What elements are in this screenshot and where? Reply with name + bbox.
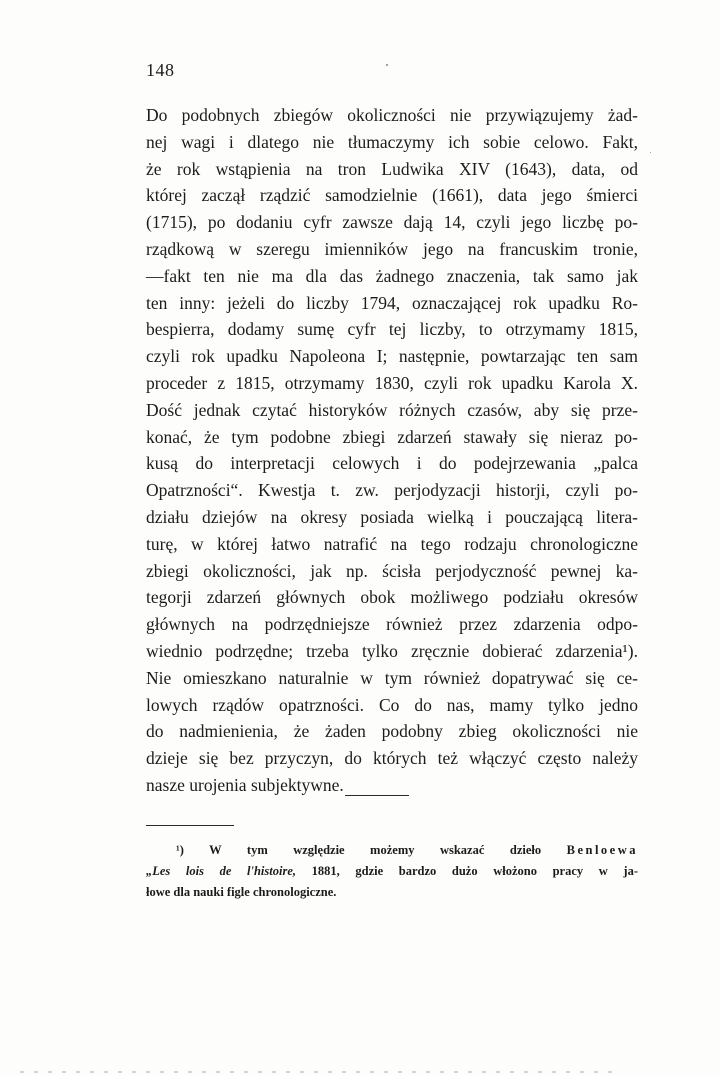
section-divider xyxy=(345,795,409,796)
footnote-text: 1881, gdzie bardzo dużo włożono pracy w ja- xyxy=(311,864,638,878)
text-line: do nadmienienia, że żaden podobny zbieg okoliczności nie xyxy=(146,721,638,742)
text-line: czyli rok upadku Napoleona I; następnie, powtarzając ten sam xyxy=(146,346,638,367)
text-line: której zaczął rządzić samodzielnie (1661), data jego śmierci xyxy=(146,185,638,206)
text-line: bespierra, dodamy sumę cyfr tej liczby, to otrzymamy 1815, xyxy=(146,319,638,340)
text-line: nasze urojenia subjektywne. xyxy=(146,774,344,795)
text-line: Do podobnych zbiegów okoliczności nie przywiązujemy żad- xyxy=(146,105,638,125)
text-line: zbiegi okoliczności, jak np. ścisła perjodyczność pewnej ka- xyxy=(146,560,638,581)
text-line: że rok wstąpienia na tron Ludwika XIV (1643), data, od xyxy=(146,158,638,179)
text-line: rządkową w szeregu imienników jego na francuskim tronie, xyxy=(146,238,638,259)
footnote-divider xyxy=(146,825,234,826)
body-text xyxy=(146,102,638,799)
footnote xyxy=(146,840,638,903)
footnote-book-title: „Les lois de l'histoire, xyxy=(146,864,296,878)
text-line: Dość jednak czytać historyków różnych czasów, aby się prze- xyxy=(146,399,638,420)
text-line: lowych rządów opatrzności. Co do nas, mamy tylko jedno xyxy=(146,694,638,715)
text-line: głównych na podrzędniejsze również przez zdarzenia odpo- xyxy=(146,614,638,635)
text-line: wiednio podrzędne; trzeba tylko zręcznie dobierać zdarzenia¹). xyxy=(146,640,638,661)
footnote-author: Benloewa xyxy=(566,843,638,857)
text-line: proceder z 1815, otrzymamy 1830, czyli rok upadku Karola X. xyxy=(146,372,638,393)
text-line: tegorji zdarzeń głównych obok możliwego podziału okresów xyxy=(146,587,638,608)
footnote-text: ¹) W tym względzie możemy wskazać dzieło xyxy=(176,843,542,857)
footnote-line xyxy=(146,861,638,882)
paper-speck xyxy=(386,64,388,66)
text-line: działu dziejów na okresy posiada wielką i pouczającą litera- xyxy=(146,506,638,527)
text-line: Opatrzności“. Kwestja t. zw. perjodyzacji historji, czyli po- xyxy=(146,480,638,501)
text-line: dzieje się bez przyczyn, do których też włączyć często należy xyxy=(146,748,638,769)
text-line: turę, w której łatwo natrafić na tego rodzaju chronologiczne xyxy=(146,533,638,554)
text-line: Nie omieszkano naturalnie w tym również dopatrywać się ce- xyxy=(146,667,638,688)
text-line: (1715), po dodaniu cyfr zawsze dają 14, czyli jego liczbę po- xyxy=(146,212,638,233)
page-number: 148 xyxy=(146,60,175,80)
footnote-line xyxy=(146,840,638,861)
paper-speck xyxy=(650,152,651,153)
scan-edge-artifact xyxy=(20,1071,620,1073)
text-line: kusą do interpretacji celowych i do podejrzewania „palca xyxy=(146,453,638,474)
footnote-line: łowe dla nauki figle chronologiczne. xyxy=(146,885,337,899)
text-line: nej wagi i dlatego nie tłumaczymy ich sobie celowo. Fakt, xyxy=(146,131,638,152)
text-line: konać, że tym podobne zbiegi zdarzeń stawały się nieraz po- xyxy=(146,426,638,447)
text-line: —fakt ten nie ma dla das żadnego znaczenia, tak samo jak xyxy=(146,265,638,286)
text-line: ten inny: jeżeli do liczby 1794, oznaczającej rok upadku Ro- xyxy=(146,292,638,313)
